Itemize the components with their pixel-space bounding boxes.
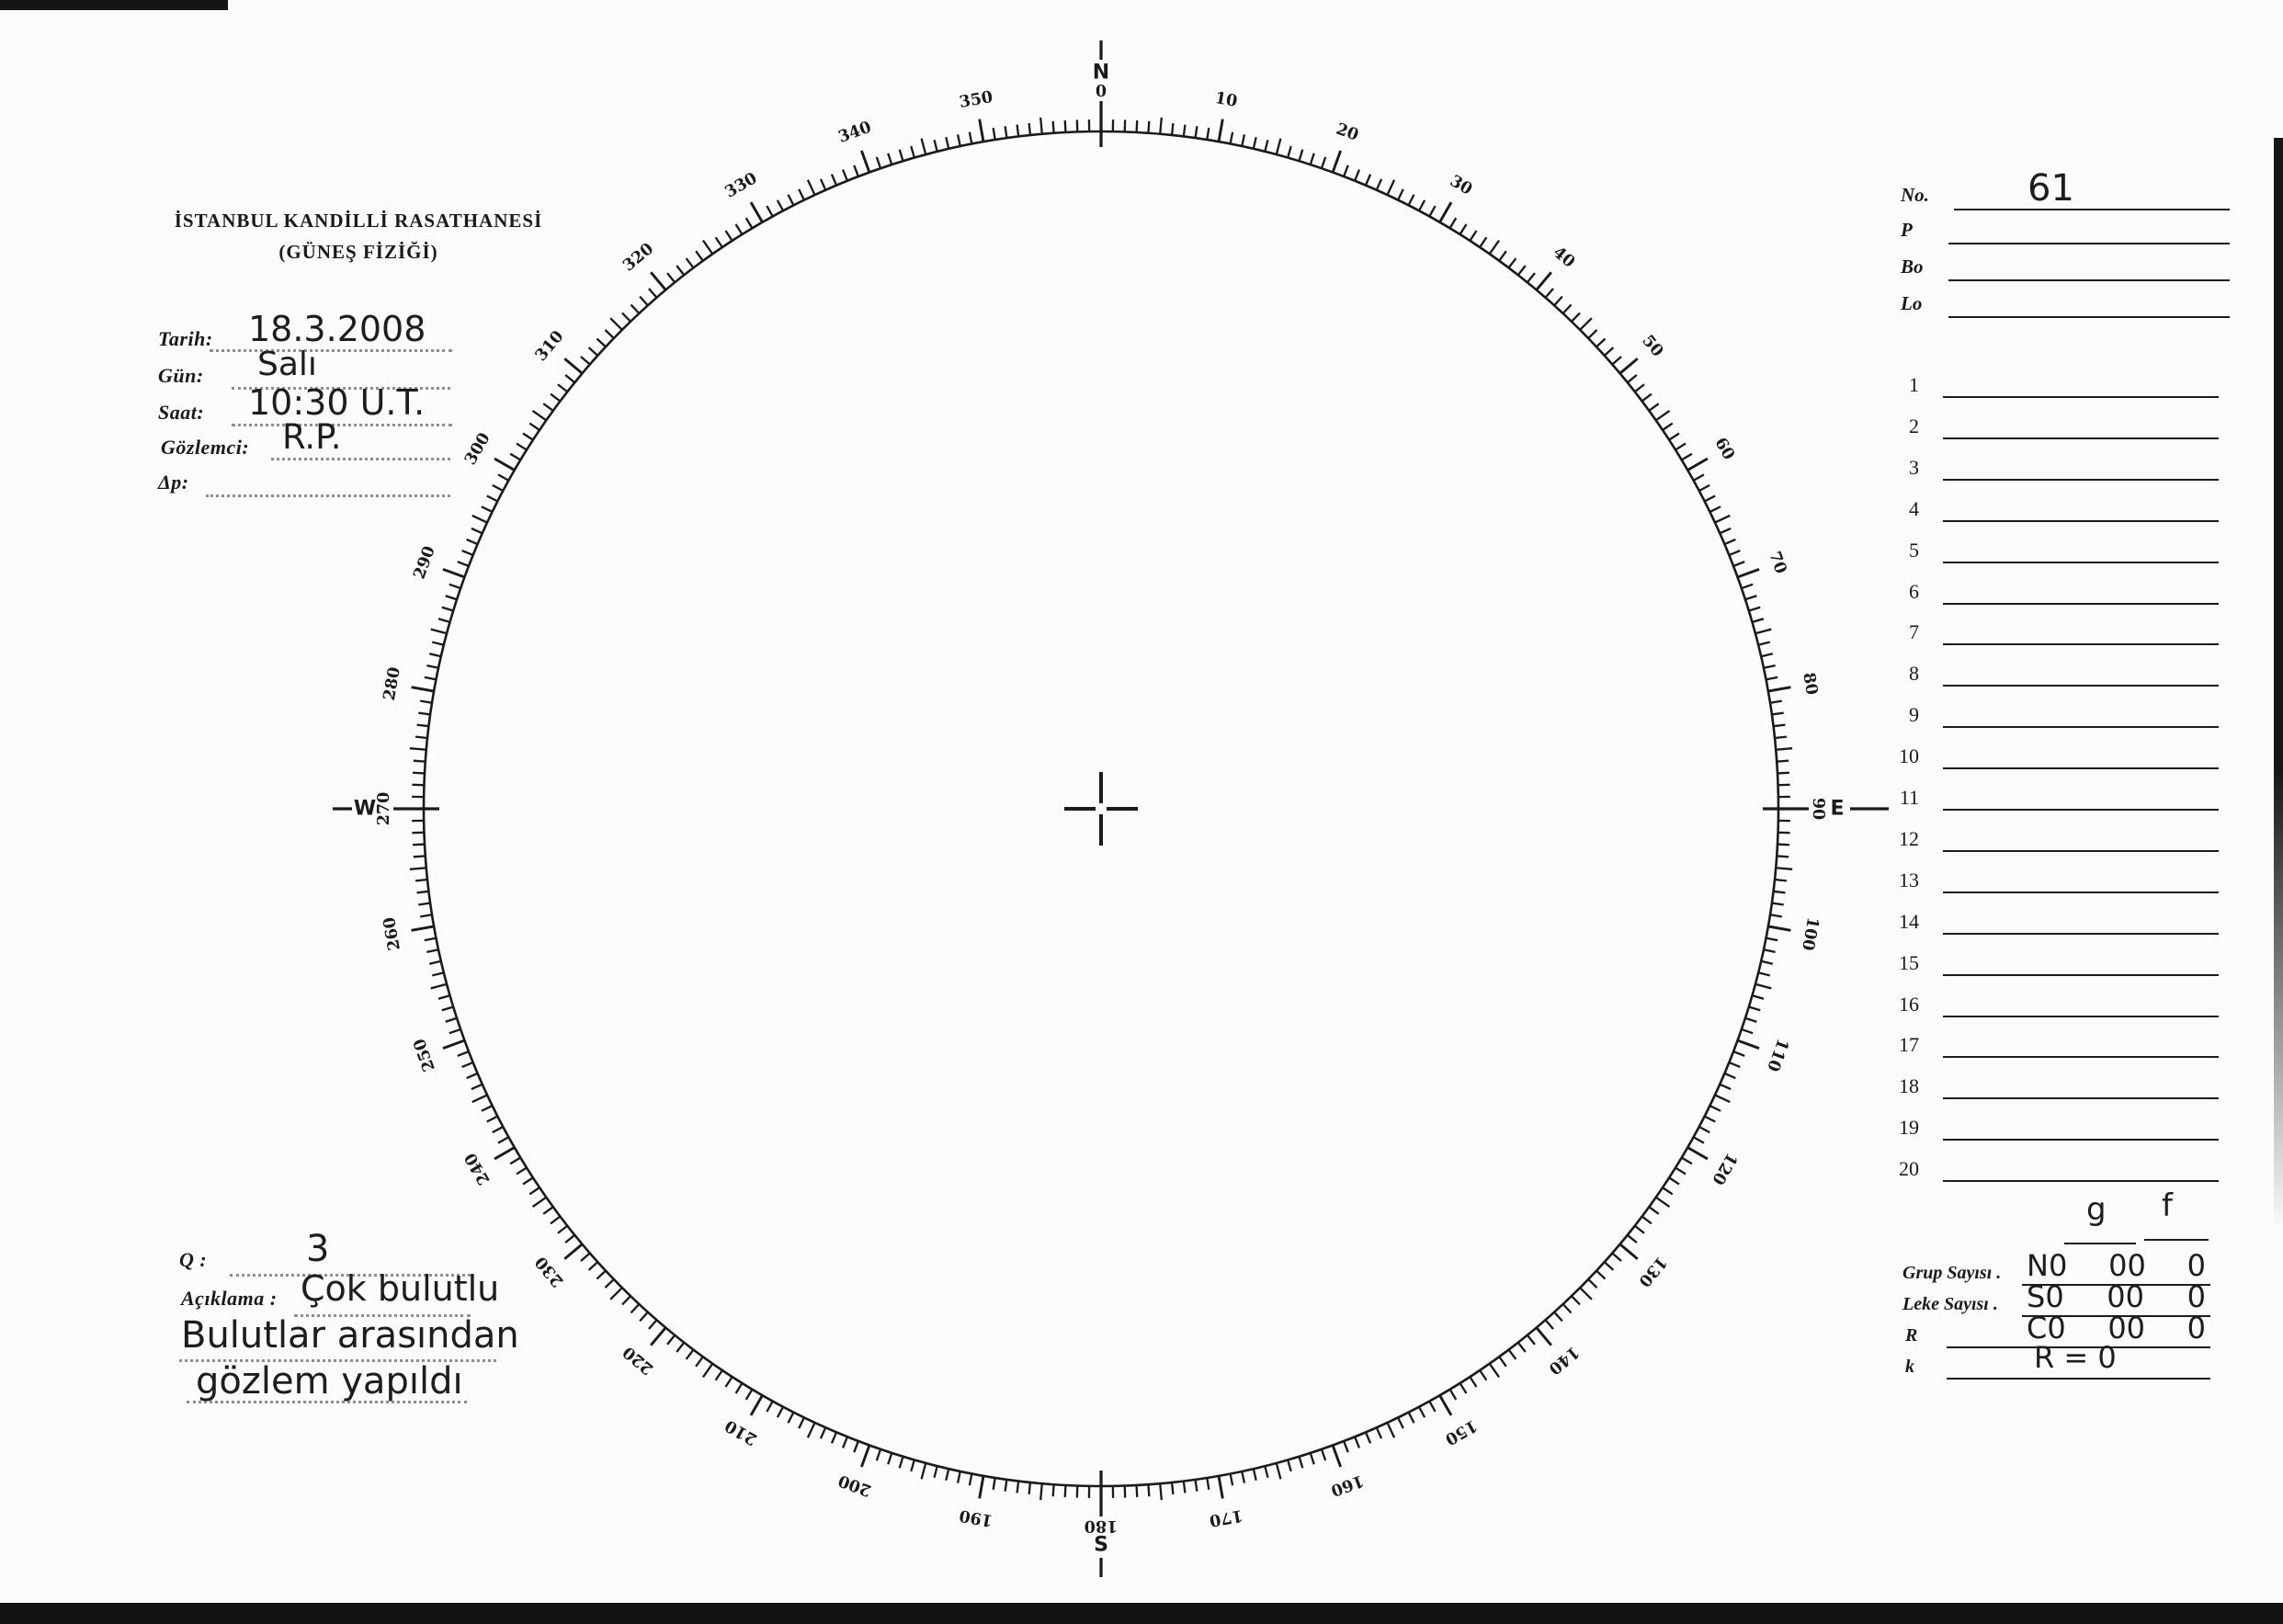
field-gun-value: Salı [257, 346, 317, 383]
svg-text:320: 320 [619, 239, 658, 276]
spot-list-line [1943, 1180, 2219, 1182]
spot-list-line [1943, 437, 2219, 439]
summary-value-part: S0 [2027, 1279, 2064, 1314]
spot-list-number: 1 [1909, 373, 1919, 396]
spot-list-row [1866, 1073, 2233, 1114]
spot-list-line [1943, 767, 2219, 769]
spot-list-number: 14 [1899, 909, 1919, 933]
svg-text:160: 160 [1328, 1471, 1367, 1500]
spot-list-number: 6 [1909, 579, 1919, 603]
svg-text:340: 340 [835, 118, 874, 147]
summary-r-label: R [1905, 1325, 1918, 1346]
svg-text:260: 260 [380, 915, 404, 952]
spot-list-line [1943, 974, 2219, 976]
svg-text:170: 170 [1208, 1505, 1244, 1530]
registry-p-label: P [1901, 219, 1913, 241]
svg-text:110: 110 [1763, 1036, 1792, 1074]
spot-list [1866, 0, 2233, 1287]
field-delta-p-label: Δp: [158, 471, 189, 494]
svg-text:190: 190 [958, 1505, 994, 1530]
spot-list-line [1943, 1097, 2219, 1099]
svg-text:310: 310 [531, 327, 568, 366]
spot-list-line [1943, 1139, 2219, 1141]
remarks-value-3: gözlem yapıldı [196, 1360, 463, 1403]
spot-list-number: 10 [1899, 744, 1919, 768]
spot-list-line [1943, 933, 2219, 935]
svg-text:210: 210 [721, 1415, 761, 1448]
svg-text:200: 200 [835, 1471, 874, 1500]
spot-list-row [1866, 908, 2233, 949]
field-gozlemci-value: R.P. [282, 417, 342, 457]
field-saat-line [232, 424, 452, 426]
summary-value-part: 00 [2107, 1311, 2146, 1346]
spot-list-line [1943, 891, 2219, 893]
spot-list-number: 18 [1899, 1074, 1919, 1098]
svg-text:330: 330 [721, 169, 761, 202]
summary-grup-label: Grup Sayısı . [1902, 1263, 2002, 1283]
spot-list-number: 9 [1909, 703, 1919, 727]
registry-no-value: 61 [2027, 167, 2074, 210]
svg-text:180: 180 [1084, 1516, 1119, 1535]
remarks-row-3 [187, 1362, 573, 1408]
spot-list-line [1943, 603, 2219, 605]
spot-list-number: 3 [1909, 455, 1919, 479]
spot-list-number: 4 [1909, 496, 1919, 520]
summary-value-part: 0 [2186, 1248, 2206, 1283]
spot-list-number: 17 [1899, 1033, 1919, 1057]
svg-text:300: 300 [461, 429, 494, 469]
svg-text:90: 90 [1809, 797, 1827, 821]
summary-grup-value [2027, 1248, 2206, 1283]
spot-list-row [1866, 454, 2233, 495]
summary-col-f-underline [2144, 1239, 2209, 1241]
limb-circle [424, 131, 1778, 1486]
field-tarih-line [210, 349, 452, 352]
remarks-row-2 [179, 1316, 565, 1362]
svg-text:270: 270 [375, 791, 393, 826]
svg-text:130: 130 [1634, 1252, 1671, 1290]
field-delta-p-line [206, 494, 450, 497]
spot-list-line [1943, 643, 2219, 645]
spot-list-row [1866, 578, 2233, 619]
summary-k-label: k [1905, 1357, 1914, 1377]
spot-list-line [1943, 479, 2219, 481]
svg-text:30: 30 [1446, 172, 1476, 199]
summary-k-value [2034, 1340, 2213, 1375]
svg-text:N: N [1092, 61, 1110, 85]
field-gozlemci-line [271, 458, 450, 460]
summary-value-part: R = 0 [2034, 1340, 2117, 1375]
spot-list-row [1866, 825, 2233, 867]
field-tarih-label: Tarih: [158, 327, 213, 350]
spot-list-number: 11 [1899, 786, 1919, 809]
spot-list-number: 7 [1909, 620, 1919, 644]
svg-text:10: 10 [1213, 88, 1239, 111]
spot-list-row [1866, 537, 2233, 578]
svg-text:220: 220 [619, 1342, 658, 1379]
spot-list-row [1866, 1031, 2233, 1073]
spot-list-number: 20 [1899, 1157, 1919, 1181]
field-gozlemci-label: Gözlemci: [161, 436, 250, 459]
svg-text:40: 40 [1549, 243, 1579, 272]
spot-list-line [1943, 562, 2219, 563]
registry-no-label: No. [1901, 184, 1929, 206]
svg-text:100: 100 [1798, 915, 1823, 952]
spot-list-number: 13 [1899, 868, 1919, 891]
spot-list-line [1943, 685, 2219, 687]
summary-value-part: C0 [2027, 1311, 2066, 1346]
spot-list-number: 15 [1899, 950, 1919, 974]
svg-text:60: 60 [1710, 434, 1738, 464]
field-tarih-value: 18.3.2008 [248, 309, 426, 349]
spot-list-number: 8 [1909, 662, 1919, 686]
spot-list-row [1866, 949, 2233, 991]
svg-text:W: W [353, 797, 377, 821]
svg-text:E: E [1830, 797, 1845, 821]
spot-list-row [1866, 867, 2233, 908]
spot-list-number: 12 [1899, 826, 1919, 850]
spot-list-line [1943, 1016, 2219, 1017]
svg-text:240: 240 [461, 1149, 494, 1188]
registry-bo-label: Bo [1901, 256, 1924, 278]
remarks-value-2: Bulutlar arasından [181, 1314, 519, 1357]
summary-leke-value [2027, 1279, 2206, 1314]
svg-text:230: 230 [531, 1252, 568, 1290]
svg-text:120: 120 [1708, 1149, 1741, 1188]
spot-list-row [1866, 1155, 2233, 1197]
spot-list-row [1866, 660, 2233, 701]
spot-list-line [1943, 809, 2219, 811]
department-subtitle: (GÜNEŞ FİZİĞİ) [278, 241, 438, 263]
summary-col-f-header: f [2162, 1187, 2173, 1224]
spot-list-row [1866, 371, 2233, 413]
spot-list-number: 19 [1899, 1116, 1919, 1140]
svg-text:290: 290 [410, 543, 439, 582]
field-saat-label: Saat: [158, 401, 205, 424]
field-gun-label: Gün: [158, 364, 204, 387]
spot-list-row [1866, 784, 2233, 825]
spot-list-line [1943, 1056, 2219, 1058]
svg-text:140: 140 [1544, 1342, 1583, 1379]
spot-list-row [1866, 743, 2233, 784]
registry-lo-label: Lo [1901, 292, 1923, 314]
svg-text:20: 20 [1333, 119, 1361, 145]
field-quality-label: Q : [179, 1248, 208, 1271]
svg-text:250: 250 [410, 1036, 439, 1074]
remarks-label: Açıklama : [181, 1287, 278, 1310]
summary-col-g-underline [2064, 1243, 2136, 1244]
summary-leke-label: Leke Sayısı . [1902, 1294, 1998, 1314]
svg-text:0: 0 [1095, 83, 1107, 101]
spot-list-number: 5 [1909, 538, 1919, 562]
spot-list-line [1943, 726, 2219, 728]
field-saat-value: 10:30 U.T. [248, 382, 426, 423]
summary-value-part: 0 [2186, 1279, 2206, 1314]
remarks-value-1: Çok bulutlu [301, 1268, 500, 1309]
summary-value-part: N0 [2027, 1248, 2068, 1283]
spot-list-row [1866, 413, 2233, 454]
spot-list-line [1943, 850, 2219, 852]
spot-list-row [1866, 1114, 2233, 1155]
svg-text:50: 50 [1638, 331, 1667, 361]
svg-text:S: S [1094, 1533, 1108, 1557]
spot-list-row [1866, 495, 2233, 537]
degree-labels [380, 88, 1822, 1529]
center-crosshair [1064, 772, 1138, 846]
spot-list-row [1866, 619, 2233, 660]
summary-col-g-header: g [2086, 1191, 2107, 1228]
spot-list-number: 16 [1899, 992, 1919, 1016]
observatory-title: İSTANBUL KANDİLLİ RASATHANESİ [174, 210, 543, 232]
svg-text:150: 150 [1441, 1415, 1481, 1448]
summary-value-part: 00 [2107, 1279, 2145, 1314]
svg-text:280: 280 [380, 665, 404, 702]
svg-text:70: 70 [1765, 549, 1790, 577]
spot-list-line [1943, 520, 2219, 522]
field-gozlemci [161, 417, 473, 467]
summary-value-part: 00 [2108, 1248, 2146, 1283]
summary-k-line [1947, 1378, 2210, 1380]
spot-list-row [1866, 701, 2233, 743]
summary-row-k [1905, 1340, 2218, 1380]
degree-ticks [393, 101, 1809, 1516]
field-quality-value: 3 [306, 1228, 330, 1270]
spot-list-row [1866, 991, 2233, 1032]
spot-list-number: 2 [1909, 414, 1919, 437]
svg-text:80: 80 [1799, 671, 1822, 697]
summary-value-part: 0 [2186, 1311, 2206, 1346]
svg-text:350: 350 [958, 87, 994, 112]
field-delta-p [158, 465, 471, 502]
spot-list-line [1943, 396, 2219, 398]
